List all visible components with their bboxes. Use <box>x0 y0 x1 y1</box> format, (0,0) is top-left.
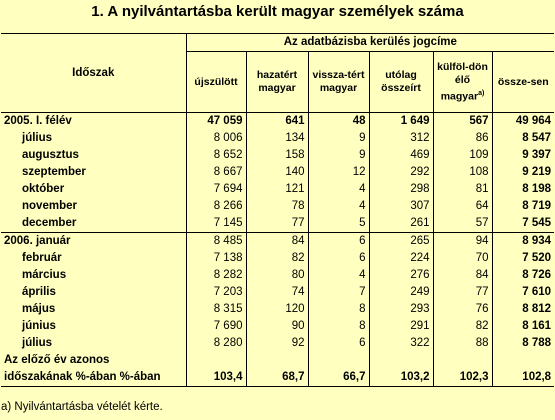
cell: 57 <box>433 215 492 233</box>
col-header-visszatert: vissza-tért magyar <box>312 69 365 94</box>
row-label: július <box>22 132 53 144</box>
cell: 64 <box>433 198 492 215</box>
cell: 76 <box>433 301 492 318</box>
cell: 7 145 <box>186 215 246 233</box>
cell: 4 <box>308 267 369 284</box>
table-row <box>1 198 554 215</box>
cell: 7 610 <box>492 284 554 301</box>
cell: 8 <box>308 318 369 335</box>
cell: 88 <box>433 335 492 352</box>
col-header-osszesen: össze-sen <box>497 75 549 88</box>
cell: 134 <box>246 130 308 147</box>
cell: 7 520 <box>492 250 554 267</box>
row-label: november <box>22 200 77 212</box>
summary-cell: 103,2 <box>369 352 433 387</box>
cell: 80 <box>246 267 308 284</box>
cell: 8 726 <box>492 267 554 284</box>
cell: 8 <box>308 301 369 318</box>
summary-label <box>1 352 186 387</box>
row-label: december <box>22 217 77 229</box>
table-row <box>1 284 554 301</box>
cell: 9 <box>308 147 369 164</box>
cell: 9 <box>308 130 369 147</box>
row-label: szeptember <box>22 166 86 178</box>
cell: 86 <box>433 130 492 147</box>
cell: 140 <box>246 164 308 181</box>
row-label: május <box>22 303 56 315</box>
cell: 8 547 <box>492 130 554 147</box>
cell: 47 059 <box>186 113 246 131</box>
cell: 8 282 <box>186 267 246 284</box>
table-row <box>1 233 554 251</box>
row-label: április <box>22 286 56 298</box>
cell: 8 266 <box>186 198 246 215</box>
summary-cell: 66,7 <box>308 352 369 387</box>
cell: 90 <box>246 318 308 335</box>
cell: 7 <box>308 284 369 301</box>
cell: 82 <box>246 250 308 267</box>
cell: 5 <box>308 215 369 233</box>
table-row <box>1 267 554 284</box>
cell: 6 <box>308 233 369 251</box>
table-row <box>1 113 554 131</box>
cell: 8 788 <box>492 335 554 352</box>
cell: 8 280 <box>186 335 246 352</box>
cell: 469 <box>369 147 433 164</box>
cell: 70 <box>433 250 492 267</box>
table-row <box>1 130 554 147</box>
cell: 265 <box>369 233 433 251</box>
cell: 322 <box>369 335 433 352</box>
row-label: augusztus <box>22 149 79 161</box>
summary-cell: 102,3 <box>433 352 492 387</box>
table-row <box>1 318 554 335</box>
table-row <box>1 215 554 233</box>
summary-row <box>1 352 554 387</box>
cell: 77 <box>433 284 492 301</box>
cell: 84 <box>246 233 308 251</box>
cell: 641 <box>246 113 308 131</box>
cell: 276 <box>369 267 433 284</box>
cell: 291 <box>369 318 433 335</box>
cell: 6 <box>308 250 369 267</box>
cell: 567 <box>433 113 492 131</box>
summary-cell: 68,7 <box>246 352 308 387</box>
cell: 7 694 <box>186 181 246 198</box>
cell: 8 652 <box>186 147 246 164</box>
cell: 292 <box>369 164 433 181</box>
cell: 8 315 <box>186 301 246 318</box>
col-header-kulfoldon: külföl-dön élő magyar$^{a)}$ <box>437 60 488 103</box>
cell: 224 <box>369 250 433 267</box>
cell: 1 649 <box>369 113 433 131</box>
cell: 293 <box>369 301 433 318</box>
cell: 261 <box>369 215 433 233</box>
cell: 81 <box>433 181 492 198</box>
table-title: 1. A nyilvántartásba került magyar személyek száma <box>91 3 464 20</box>
group-header: Az adatbázisba kerülés jogcíme <box>186 34 554 52</box>
cell: 8 719 <box>492 198 554 215</box>
cell: 7 690 <box>186 318 246 335</box>
row-label: március <box>22 269 67 281</box>
row-label: 2005. I. félév <box>4 115 72 127</box>
cell: 8 006 <box>186 130 246 147</box>
cell: 158 <box>246 147 308 164</box>
cell: 8 198 <box>492 181 554 198</box>
table-row <box>1 301 554 318</box>
period-header: Időszak <box>1 34 186 113</box>
cell: 84 <box>433 267 492 284</box>
col-header-ujszulott: újszülött <box>194 75 238 88</box>
cell: 8 161 <box>492 318 554 335</box>
cell: 94 <box>433 233 492 251</box>
cell: 12 <box>308 164 369 181</box>
cell: 4 <box>308 198 369 215</box>
table-row <box>1 147 554 164</box>
summary-label-line2: időszakának %-ában %-ában <box>4 371 161 383</box>
cell: 8 667 <box>186 164 246 181</box>
cell: 78 <box>246 198 308 215</box>
cell: 249 <box>369 284 433 301</box>
cell: 7 138 <box>186 250 246 267</box>
cell: 9 397 <box>492 147 554 164</box>
row-label: 2006. január <box>1 233 186 251</box>
cell: 120 <box>246 301 308 318</box>
row-label: június <box>22 320 56 332</box>
cell: 77 <box>246 215 308 233</box>
col-header-hazatert: hazatért magyar <box>256 69 298 94</box>
cell: 7 203 <box>186 284 246 301</box>
summary-cell: 103,4 <box>186 352 246 387</box>
cell: 49 964 <box>492 113 554 131</box>
cell: 92 <box>246 335 308 352</box>
data-table <box>1 33 554 387</box>
cell: 312 <box>369 130 433 147</box>
cell: 307 <box>369 198 433 215</box>
cell: 298 <box>369 181 433 198</box>
table-row <box>1 335 554 352</box>
table-row <box>1 250 554 267</box>
row-label: július <box>22 337 53 349</box>
cell: 4 <box>308 181 369 198</box>
cell: 109 <box>433 147 492 164</box>
footnote: a) Nyilvántartásba vételét kérte. <box>1 401 163 413</box>
cell: 9 219 <box>492 164 554 181</box>
table-row <box>1 181 554 198</box>
row-label: február <box>22 252 62 264</box>
cell: 82 <box>433 318 492 335</box>
summary-cell: 102,8 <box>492 352 554 387</box>
cell: 8 934 <box>492 233 554 251</box>
cell: 8 812 <box>492 301 554 318</box>
cell: 6 <box>308 335 369 352</box>
cell: 48 <box>308 113 369 131</box>
summary-label-line1: Az előző év azonos <box>4 354 110 366</box>
cell: 7 545 <box>492 215 554 233</box>
row-label: október <box>22 183 65 195</box>
cell: 121 <box>246 181 308 198</box>
col-header-utolag: utólag összeírt <box>381 69 421 94</box>
cell: 74 <box>246 284 308 301</box>
cell: 8 485 <box>186 233 246 251</box>
table-row <box>1 164 554 181</box>
cell: 108 <box>433 164 492 181</box>
